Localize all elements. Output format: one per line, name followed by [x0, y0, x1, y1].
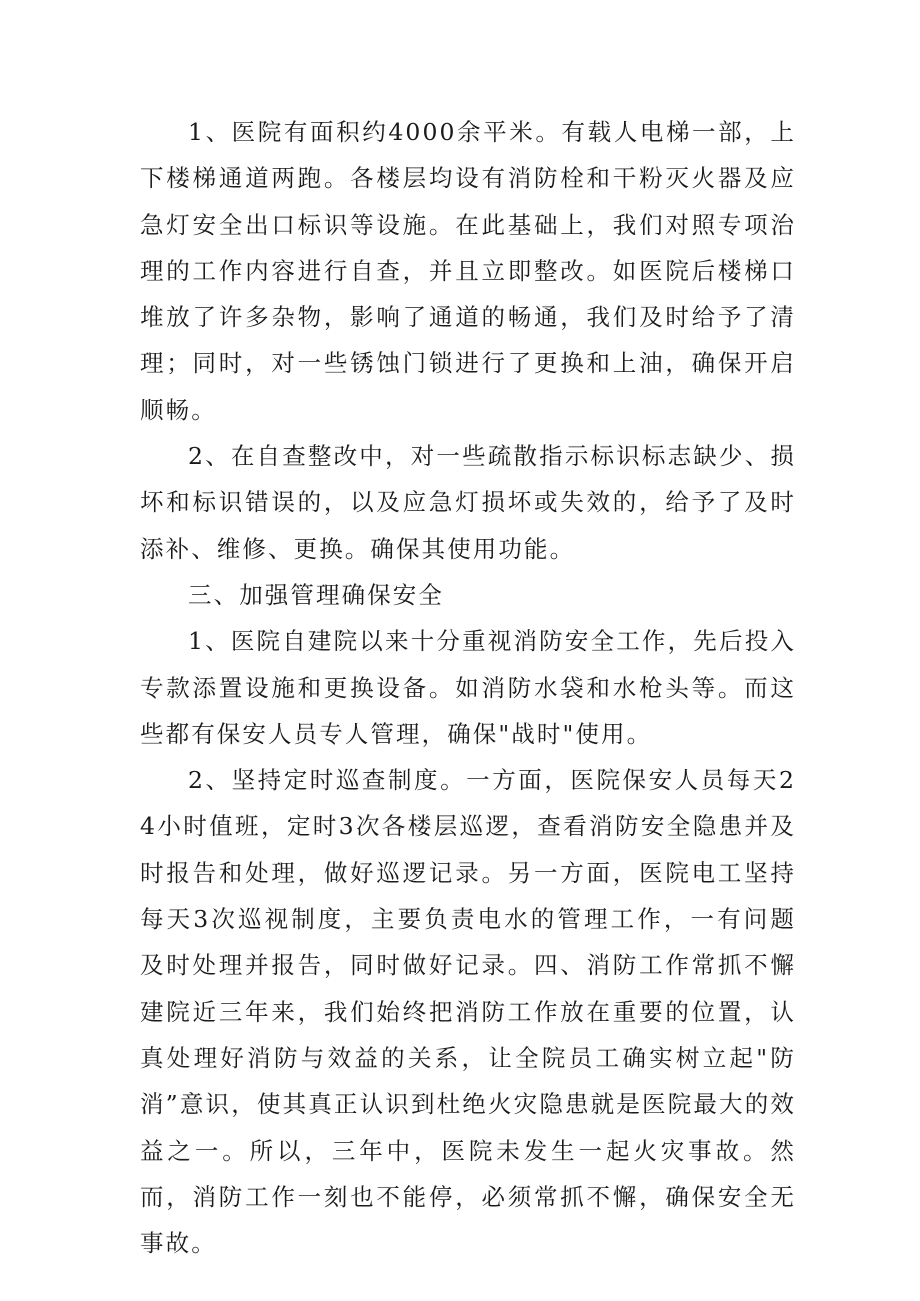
paragraph-patrol-system: 2、坚持定时巡查制度。一方面，医院保安人员每天24小时值班，定时3次各楼层巡逻，查看消防安全隐患并及时报告和处理，做好巡逻记录。另一方面，医院电工坚持每天3次巡视制度，主要负责电水的管理工作，一有问题及时处理并报告，同时做好记录。四、消防工作常抓不懈建院近三年来，我们始终把消防工作放在重要的位置，认真处理好消防与效益的关系，让全院员工确实树立起"防消”意识，使其真正认识到杜绝火灾隐患就是医院最大的效益之一。所以，三年中，医院未发生一起火灾事故。然而，消防工作一刻也不能停，必须常抓不懈，确保安全无事故。 — [140, 766, 796, 1258]
document-body — [140, 109, 796, 1266]
paragraph-rectification: 2、在自查整改中，对一些疏散指示标识标志缺少、损坏和标识错误的，以及应急灯损坏或失效的，给予了及时添补、维修、更换。确保其使用功能。 — [140, 442, 796, 563]
paragraph-equipment-investment: 1、医院自建院以来十分重视消防安全工作，先后投入专款添置设施和更换设备。如消防水袋和水枪头等。而这些都有保安人员专人管理，确保"战时"使用。 — [140, 627, 796, 748]
section-heading-management: 三、加强管理确保安全 — [188, 580, 444, 609]
paragraph-hospital-facilities: 1、医院有面积约4000余平米。有载人电梯一部，上下楼梯通道两跑。各楼层均设有消防栓和干粉灭火器及应急灯安全出口标识等设施。在此基础上，我们对照专项治理的工作内容进行自查，并且立即整改。如医院后楼梯口堆放了许多杂物，影响了通道的畅通，我们及时给予了清理；同时，对一些锈蚀门锁进行了更换和上油，确保开启顺畅。 — [140, 118, 796, 424]
